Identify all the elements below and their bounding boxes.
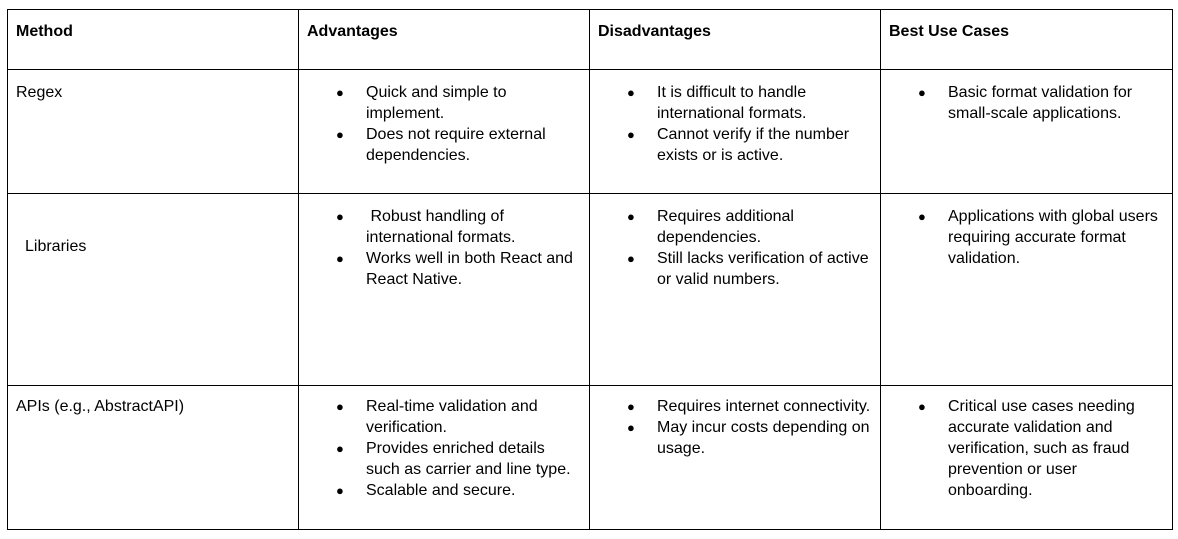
disadvantages-cell bbox=[590, 70, 881, 194]
list-item: ● Applications with global users requiring accurate format validation. bbox=[948, 206, 1164, 269]
header-advantages: Advantages bbox=[299, 10, 590, 70]
list-item: ● Requires additional dependencies. bbox=[657, 206, 872, 248]
header-row bbox=[8, 10, 1173, 70]
advantages-cell bbox=[299, 70, 590, 194]
list-item: ● Robust handling of international formats. bbox=[366, 206, 581, 248]
disadvantages-cell bbox=[590, 386, 881, 530]
use-cases-cell bbox=[881, 194, 1173, 386]
method-cell: Regex bbox=[8, 70, 299, 194]
use-cases-cell bbox=[881, 386, 1173, 530]
use-cases-list bbox=[889, 396, 1164, 501]
method-cell: APIs (e.g., AbstractAPI) bbox=[8, 386, 299, 530]
list-item: ● Quick and simple to implement. bbox=[366, 82, 581, 124]
list-item: ● May incur costs depending on usage. bbox=[657, 417, 872, 459]
comparison-table bbox=[7, 9, 1173, 530]
list-item: ● It is difficult to handle international formats. bbox=[657, 82, 872, 124]
list-item: ● Real-time validation and verification. bbox=[366, 396, 581, 438]
advantages-list bbox=[307, 82, 581, 166]
header-disadvantages: Disadvantages bbox=[590, 10, 881, 70]
method-label: Libraries bbox=[25, 238, 87, 255]
list-item: ● Cannot verify if the number exists or is active. bbox=[657, 124, 872, 166]
table-row-libraries bbox=[8, 194, 1173, 386]
disadvantages-list bbox=[598, 82, 872, 166]
list-item: ● Requires internet connectivity. bbox=[657, 396, 872, 417]
advantages-cell bbox=[299, 386, 590, 530]
use-cases-list bbox=[889, 82, 1164, 124]
header-method: Method bbox=[8, 10, 299, 70]
use-cases-list bbox=[889, 206, 1164, 269]
disadvantages-list bbox=[598, 206, 872, 290]
list-item: ● Does not require external dependencies. bbox=[366, 124, 581, 166]
advantages-cell bbox=[299, 194, 590, 386]
advantages-list bbox=[307, 206, 581, 290]
list-item: ● Scalable and secure. bbox=[366, 480, 581, 501]
list-item: ● Critical use cases needing accurate validation and verification, such as fraud prevention or user onboarding. bbox=[948, 396, 1164, 501]
use-cases-cell bbox=[881, 70, 1173, 194]
list-item: ● Provides enriched details such as carrier and line type. bbox=[366, 438, 581, 480]
advantages-list bbox=[307, 396, 581, 501]
table-row-regex bbox=[8, 70, 1173, 194]
header-best-use-cases: Best Use Cases bbox=[881, 10, 1173, 70]
method-cell bbox=[8, 194, 299, 386]
list-item: ● Basic format validation for small-scale applications. bbox=[948, 82, 1164, 124]
list-item: ● Works well in both React and React Native. bbox=[366, 248, 581, 290]
table-row-apis bbox=[8, 386, 1173, 530]
disadvantages-cell bbox=[590, 194, 881, 386]
list-item: ● Still lacks verification of active or valid numbers. bbox=[657, 248, 872, 290]
disadvantages-list bbox=[598, 396, 872, 459]
